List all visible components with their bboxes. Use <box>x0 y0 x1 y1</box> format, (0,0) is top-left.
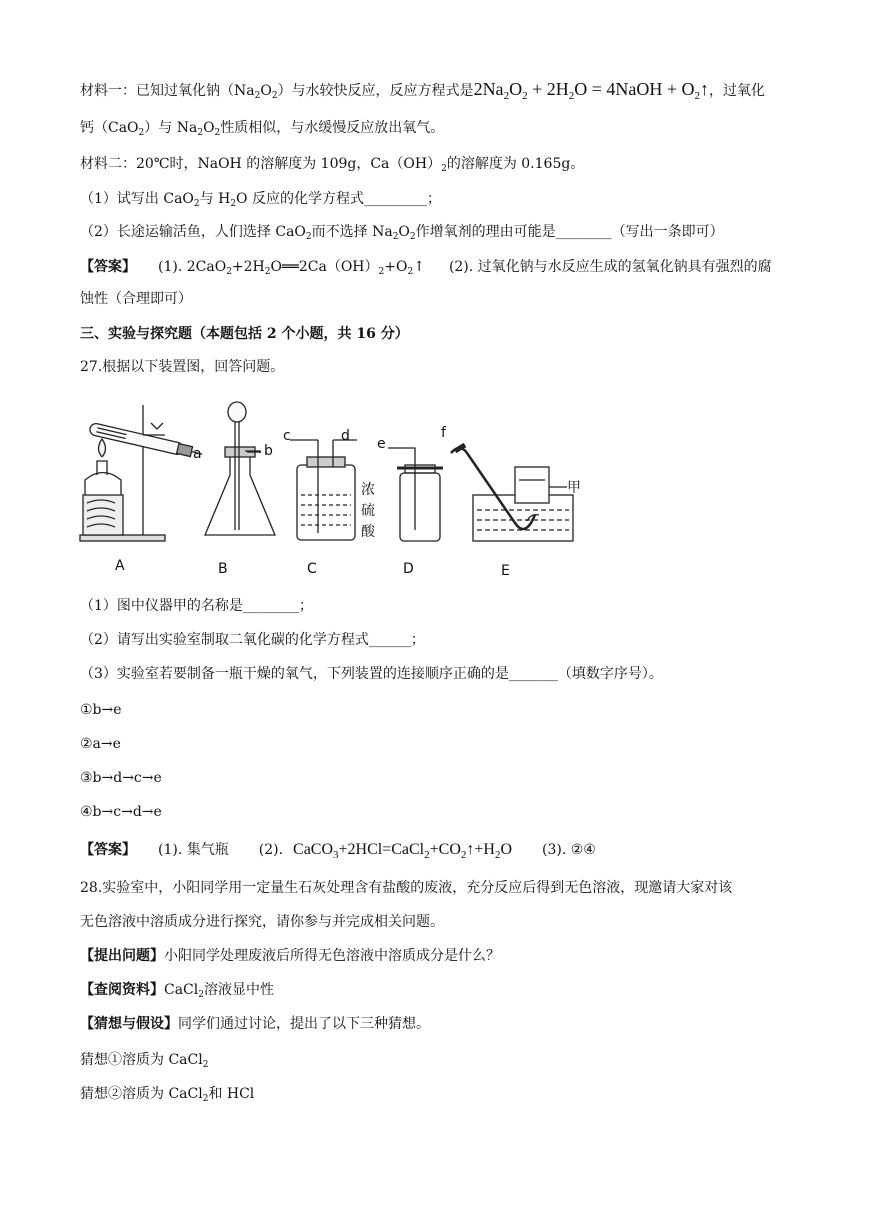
text: ）与 Na <box>144 120 198 136</box>
apparatus-d <box>388 448 443 541</box>
eq-sub: 2 <box>568 90 575 102</box>
eq-sub: 2 <box>694 90 701 102</box>
subscript: 2 <box>198 990 204 1000</box>
text: +2H <box>231 259 265 275</box>
text: 和 HCl <box>208 1086 255 1102</box>
text: ）与水较快反应，反应方程式是 <box>277 83 474 99</box>
text: ，过氧化 <box>709 83 766 99</box>
subscript: 2 <box>409 232 416 242</box>
subscript: 2 <box>254 91 261 101</box>
text: 作增氧剂的理由可能是________（写出一条即可） <box>415 224 724 240</box>
answer-27 <box>80 840 596 865</box>
hypothesis <box>80 1014 430 1034</box>
text: O <box>260 83 272 99</box>
apparatus-letter-c: C <box>307 561 317 577</box>
question-28-line2: 无色溶液中溶质成分进行探究，请你参与并完成相关问题。 <box>80 914 444 930</box>
equation-caco3-hcl <box>293 841 513 861</box>
eq-part: O = 4NaOH + O <box>574 79 695 99</box>
section-tag: 【提出问题】 <box>80 948 164 964</box>
apparatus-letter-d: D <box>403 561 414 577</box>
eq-sub: 2 <box>424 849 430 861</box>
label-c: c <box>283 428 291 444</box>
text: 小阳同学处理废液后所得无色溶液中溶质成分是什么？ <box>164 948 500 964</box>
eq-part: O <box>509 79 523 99</box>
eq-part: 2Na <box>473 79 504 99</box>
label-a: a <box>193 446 202 462</box>
apparatus-a <box>80 405 203 541</box>
guess-2 <box>80 1084 254 1109</box>
subscript: 2 <box>305 232 312 242</box>
text: (1). 2CaO <box>158 259 227 275</box>
eq-part: +2HCl=CaCl <box>338 841 425 858</box>
text: 性质相似，与水缓慢反应放出氧气。 <box>220 120 445 136</box>
answer-tag: 【答案】 <box>80 259 136 275</box>
subscript: 2 <box>271 91 278 101</box>
label-jia: 甲 <box>567 480 581 496</box>
label-d: d <box>341 428 350 444</box>
eq-part: +CO <box>429 841 461 858</box>
text: CaCl <box>164 982 199 998</box>
raise-question <box>80 946 500 966</box>
label-acid-1: 浓 <box>361 482 375 498</box>
label-acid-2: 硫 <box>361 503 375 519</box>
subscript: 2 <box>441 164 447 174</box>
answer-26-line2 <box>80 289 192 309</box>
text: 的溶解度为 0.165g。 <box>446 156 585 172</box>
subscript: 2 <box>202 1094 209 1104</box>
eq-sub: 2 <box>503 90 510 102</box>
section-tag: 【猜想与假设】 <box>80 1016 178 1032</box>
text: O <box>398 224 410 240</box>
text: （1）试写出 CaO <box>80 191 194 207</box>
apparatus-letter-b: B <box>218 561 228 577</box>
eq-part: ↑+H <box>466 841 495 858</box>
text: (2). <box>258 842 284 858</box>
text: 钙（CaO <box>80 120 139 136</box>
subscript: 2 <box>226 267 232 277</box>
eq-sub: 2 <box>460 849 467 861</box>
material-one-line2 <box>80 118 444 143</box>
eq-sub: 2 <box>522 90 528 102</box>
question-27-stem: 27.根据以下装置图，回答问题。 <box>80 359 285 375</box>
question-27-1: （1）图中仪器甲的名称是________； <box>80 598 313 614</box>
label-e: e <box>377 436 386 452</box>
material-two <box>80 154 584 179</box>
subscript: 2 <box>392 232 399 242</box>
eq-part: + 2H <box>527 79 569 99</box>
subscript: 2 <box>230 199 237 209</box>
label-b: b <box>264 443 273 459</box>
apparatus-letter-e: E <box>501 563 510 579</box>
guess-1 <box>80 1050 208 1075</box>
answer-26-line1 <box>80 257 772 282</box>
text: 材料一：已知过氧化钠（Na <box>80 83 255 99</box>
eq-sub: 3 <box>333 849 339 861</box>
subscript: 2 <box>197 128 204 138</box>
apparatus-b <box>205 402 275 535</box>
apparatus-e <box>451 445 573 541</box>
answer-tag: 【答案】 <box>80 842 136 858</box>
option-1: ①b→e <box>80 702 122 718</box>
text: O 反应的化学方程式_________； <box>236 191 441 207</box>
text: 同学们通过讨论，提出了以下三种猜想。 <box>178 1016 430 1032</box>
eq-part: CaCO <box>293 841 334 858</box>
question-26-1 <box>80 189 441 214</box>
text: (2). 过氧化钠与水反应生成的氢氧化钠具有强烈的腐 <box>448 259 772 275</box>
text: (3). ②④ <box>542 842 596 858</box>
text: 而不选择 Na <box>311 224 393 240</box>
text: (1). 集气瓶 <box>158 842 229 858</box>
text: 材料二：20℃时，NaOH 的溶解度为 109g，Ca（OH） <box>80 156 442 172</box>
subscript: 2 <box>193 199 200 209</box>
text: （2）长途运输活鱼，人们选择 CaO <box>80 224 306 240</box>
text: 溶液显中性 <box>203 982 274 998</box>
text: 蚀性（合理即可） <box>80 291 192 307</box>
subscript: 2 <box>202 1060 209 1070</box>
question-26-2 <box>80 222 724 247</box>
question-27-2: （2）请写出实验室制取二氧化碳的化学方程式______； <box>80 632 425 648</box>
subscript: 2 <box>264 267 271 277</box>
option-2: ②a→e <box>80 736 121 752</box>
subscript: 2 <box>378 267 385 277</box>
question-28-line1: 28.实验室中，小阳同学用一定量生石灰处理含有盐酸的废液，充分反应后得到无色溶液，现邀请大家对该 <box>80 880 733 896</box>
option-3: ③b→d→c→e <box>80 770 162 786</box>
section-three-heading: 三、实验与探究题（本题包括 2 个小题，共 16 分） <box>80 326 409 342</box>
eq-part: O <box>500 841 513 858</box>
eq-part: ↑ <box>700 79 710 99</box>
question-27-3: （3）实验室若要制备一瓶干燥的氧气，下列装置的连接顺序正确的是_______（填数字序号）。 <box>80 666 663 682</box>
reference-material <box>80 980 274 1005</box>
apparatus-letter-a: A <box>115 558 125 574</box>
text: 与 H <box>199 191 231 207</box>
label-f: f <box>441 425 446 441</box>
text: O <box>203 120 215 136</box>
material-one-line1 <box>80 79 765 106</box>
section-tag: 【查阅资料】 <box>80 982 164 998</box>
text: O══2Ca（OH） <box>270 259 379 275</box>
text: ↑ <box>413 259 425 275</box>
subscript: 2 <box>407 267 414 277</box>
apparatus-figure <box>75 395 595 585</box>
subscript: 2 <box>138 128 145 138</box>
subscript: 2 <box>214 128 221 138</box>
option-4: ④b→c→d→e <box>80 804 162 820</box>
text: 猜想②溶质为 CaCl <box>80 1086 203 1102</box>
apparatus-c <box>290 440 357 540</box>
text: +O <box>384 259 408 275</box>
text: 猜想①溶质为 CaCl <box>80 1052 203 1068</box>
eq-sub: 2 <box>494 849 501 861</box>
label-acid-3: 酸 <box>361 524 375 540</box>
equation-na2o2-water <box>473 79 710 102</box>
